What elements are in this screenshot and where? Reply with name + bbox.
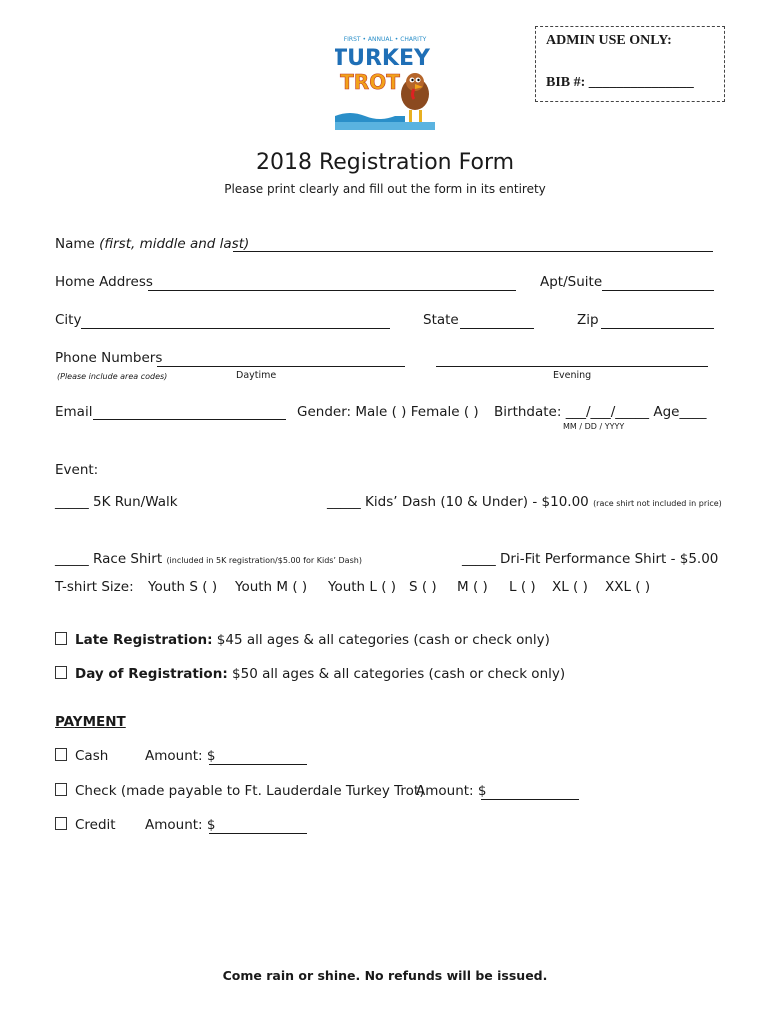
kids-dash-note: (race shirt not included in price): [593, 499, 722, 508]
credit-amount-line[interactable]: [209, 833, 307, 834]
phone-label: Phone Numbers: [55, 350, 163, 366]
address-input-line[interactable]: [148, 290, 516, 291]
city-input-line[interactable]: [81, 328, 390, 329]
size-m[interactable]: M ( ): [457, 579, 488, 595]
phone-daytime-line[interactable]: [157, 366, 405, 367]
name-label: [55, 236, 249, 252]
size-xl[interactable]: XL ( ): [552, 579, 588, 595]
checkbox-icon[interactable]: [55, 748, 67, 761]
event-5k[interactable]: _____ 5K Run/Walk: [55, 494, 178, 510]
late-registration-text: $45 all ages & all categories (cash or check only): [212, 632, 550, 648]
evening-label: Evening: [553, 370, 592, 381]
race-shirt-text: _____ Race Shirt: [55, 551, 163, 567]
payment-cash-option[interactable]: [55, 748, 108, 764]
day-registration-text: $50 all ages & all categories (cash or check only): [227, 666, 566, 682]
size-l[interactable]: L ( ): [509, 579, 536, 595]
zip-input-line[interactable]: [601, 328, 714, 329]
checkbox-icon[interactable]: [55, 817, 67, 830]
credit-amount-label: Amount: $: [145, 817, 216, 833]
logo-tagline: FIRST • ANNUAL • CHARITY: [343, 36, 427, 43]
late-registration-option[interactable]: [55, 632, 550, 648]
turkey-trot-logo: [335, 32, 435, 132]
page-subtitle: Please print clearly and fill out the form in its entirety: [224, 182, 546, 196]
zip-label: Zip: [577, 312, 599, 328]
state-label: State: [423, 312, 459, 328]
day-registration-title: Day of Registration:: [75, 666, 228, 682]
email-label: Email: [55, 404, 93, 420]
phone-hint: (Please include area codes): [57, 372, 168, 381]
email-input-line[interactable]: [93, 419, 286, 420]
checkbox-icon[interactable]: [55, 632, 67, 645]
checkbox-icon[interactable]: [55, 666, 67, 679]
payment-credit-option[interactable]: [55, 817, 116, 833]
gender-field[interactable]: Gender: Male ( ) Female ( ): [297, 404, 479, 420]
event-kids-dash[interactable]: [327, 494, 722, 510]
race-shirt-option[interactable]: [55, 551, 362, 567]
name-hint: (first, middle and last): [99, 236, 250, 252]
logo-word-turkey: TURKEY: [335, 46, 430, 71]
apt-label: Apt/Suite: [540, 274, 603, 290]
address-label: Home Address: [55, 274, 153, 290]
payment-check-label: Check (made payable to Ft. Lauderdale Turkey Trot): [75, 783, 425, 799]
logo-word-trot: TROT: [340, 70, 400, 94]
page-title: 2018 Registration Form: [255, 150, 515, 175]
name-input-line[interactable]: [233, 251, 713, 252]
size-youth-m[interactable]: Youth M ( ): [235, 579, 308, 595]
check-amount-label: Amount: $: [416, 783, 487, 799]
race-shirt-note: (included in 5K registration/$5.00 for Kids’ Dash): [166, 556, 362, 565]
size-xxl[interactable]: XXL ( ): [605, 579, 651, 595]
name-label-text: Name: [55, 236, 95, 252]
admin-use-box: [535, 26, 725, 102]
birthdate-hint: MM / DD / YYYY: [563, 422, 625, 431]
tshirt-size-label: T-shirt Size:: [55, 579, 134, 595]
check-amount-line[interactable]: [481, 799, 579, 800]
cash-amount-label: Amount: $: [145, 748, 216, 764]
kids-dash-text: _____ Kids’ Dash (10 & Under) - $10.00: [327, 494, 589, 510]
drifit-shirt-option[interactable]: _____ Dri-Fit Performance Shirt - $5.00: [462, 551, 719, 567]
footer-note: Come rain or shine. No refunds will be issued.: [222, 968, 548, 983]
daytime-label: Daytime: [236, 370, 277, 381]
event-label: Event:: [55, 462, 99, 478]
payment-check-option[interactable]: [55, 783, 424, 799]
state-input-line[interactable]: [460, 328, 534, 329]
admin-title: ADMIN USE ONLY:: [546, 33, 672, 48]
day-registration-option[interactable]: [55, 666, 565, 682]
size-youth-l[interactable]: Youth L ( ): [328, 579, 397, 595]
phone-evening-line[interactable]: [436, 366, 708, 367]
late-registration-title: Late Registration:: [75, 632, 213, 648]
payment-credit-label: Credit: [75, 817, 116, 833]
checkbox-icon[interactable]: [55, 783, 67, 796]
birthdate-field[interactable]: Birthdate: ___/___/_____ Age____: [494, 404, 707, 420]
cash-amount-line[interactable]: [209, 764, 307, 765]
size-s[interactable]: S ( ): [409, 579, 437, 595]
payment-heading: PAYMENT: [55, 714, 126, 730]
size-youth-s[interactable]: Youth S ( ): [148, 579, 218, 595]
apt-input-line[interactable]: [602, 290, 714, 291]
city-label: City: [55, 312, 82, 328]
bib-field[interactable]: BIB #: _______________: [546, 75, 694, 90]
payment-cash-label: Cash: [75, 748, 109, 764]
